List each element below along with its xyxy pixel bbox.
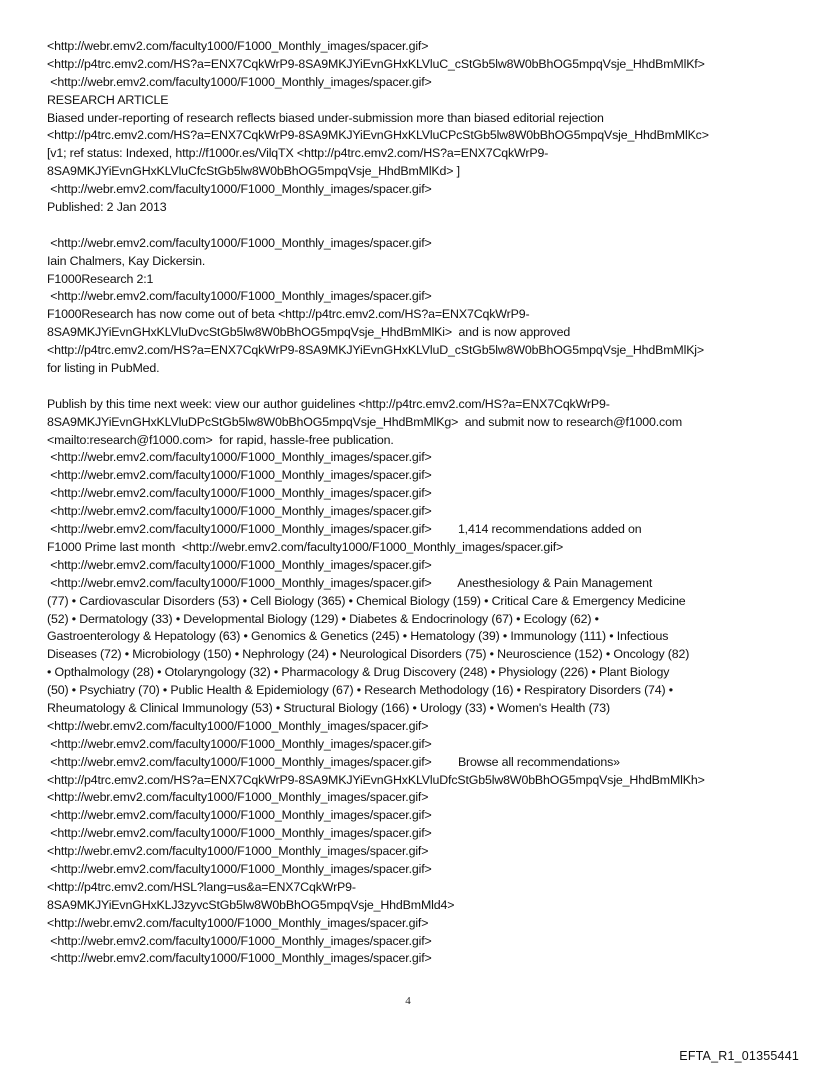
text-line: <http://webr.emv2.com/faculty1000/F1000_Monthly_images/spacer.gif> (47, 557, 432, 572)
text-line: <http://webr.emv2.com/faculty1000/F1000_Monthly_images/spacer.gif> (47, 486, 432, 501)
text-line: <http://webr.emv2.com/faculty1000/F1000_Monthly_images/spacer.gif> (47, 468, 432, 483)
text-line: <http://webr.emv2.com/faculty1000/F1000_Monthly_images/spacer.gif> (47, 39, 429, 53)
text-line: Publish by this time next week: view our author guidelines <http://p4trc.emv2.com/HS?a=ENX7CqkWrP9- (47, 396, 610, 411)
text-line: RESEARCH ARTICLE (47, 92, 169, 107)
text-line: <http://webr.emv2.com/faculty1000/F1000_Monthly_images/spacer.gif> (47, 861, 432, 876)
text-line: <mailto:research@f1000.com> for rapid, hassle-free publication. (47, 432, 394, 447)
text-line: Published: 2 Jan 2013 (47, 200, 167, 215)
text-line: <http://webr.emv2.com/faculty1000/F1000_Monthly_images/spacer.gif> (47, 790, 429, 805)
text-line: Biased under-reporting of research reflects biased under-submission more than biased editorial rejection (47, 110, 604, 125)
text-line: <http://webr.emv2.com/faculty1000/F1000_Monthly_images/spacer.gif> (47, 718, 429, 733)
text-line: F1000Research 2:1 (47, 271, 154, 286)
document-id: EFTA_R1_01355441 (679, 1049, 799, 1063)
text-line: (50) • Psychiatry (70) • Public Health & Epidemiology (67) • Research Methodology (16) • Respiratory Disorders (74) • (47, 683, 673, 698)
text-line: for listing in PubMed. (47, 361, 160, 376)
text-line: <http://webr.emv2.com/faculty1000/F1000_Monthly_images/spacer.gif> (47, 951, 432, 966)
text-line: <http://webr.emv2.com/faculty1000/F1000_Monthly_images/spacer.gif> (47, 933, 432, 948)
text-line: <http://webr.emv2.com/faculty1000/F1000_Monthly_images/spacer.gif> Browse all recommendations» (47, 754, 620, 769)
page-number: 4 (405, 995, 411, 1007)
text-line: <http://webr.emv2.com/faculty1000/F1000_Monthly_images/spacer.gif> (47, 826, 432, 841)
text-line: <http://webr.emv2.com/faculty1000/F1000_Monthly_images/spacer.gif> (47, 289, 432, 304)
text-line: <http://webr.emv2.com/faculty1000/F1000_Monthly_images/spacer.gif> (47, 808, 432, 823)
text-line: • Opthalmology (28) • Otolaryngology (32) • Pharmacology & Drug Discovery (248) • Physiology (226) • Plant Biology (47, 665, 670, 680)
text-line: <http://webr.emv2.com/faculty1000/F1000_Monthly_images/spacer.gif> (47, 736, 432, 751)
text-line: (52) • Dermatology (33) • Developmental Biology (129) • Diabetes & Endocrinology (67) • Ecology (62) • (47, 611, 599, 626)
text-line: (77) • Cardiovascular Disorders (53) • Cell Biology (365) • Chemical Biology (159) • Critical Care & Emergency Medicine (47, 593, 686, 608)
text-line: F1000 Prime last month <http://webr.emv2.com/faculty1000/F1000_Monthly_images/spacer.gif> (47, 539, 564, 554)
document-body (47, 38, 777, 968)
text-line: <http://webr.emv2.com/faculty1000/F1000_Monthly_images/spacer.gif> (47, 915, 429, 930)
text-line: <http://p4trc.emv2.com/HS?a=ENX7CqkWrP9-8SA9MKJYiEvnGHxKLVluD_cStGb5lw8W0bBhOG5mpqVsje_HhdBmMlKj> (47, 343, 704, 358)
text-line: <http://p4trc.emv2.com/HS?a=ENX7CqkWrP9-8SA9MKJYiEvnGHxKLVluCPcStGb5lw8W0bBhOG5mpqVsje_HhdBmMlKc> (47, 128, 709, 143)
text-line: Rheumatology & Clinical Immunology (53) • Structural Biology (166) • Urology (33) • Women's Health (73) (47, 700, 611, 715)
text-line: 8SA9MKJYiEvnGHxKLVluCfcStGb5lw8W0bBhOG5mpqVsje_HhdBmMlKd> ] (47, 164, 460, 179)
text-line: <http://p4trc.emv2.com/HSL?lang=us&a=ENX7CqkWrP9- (47, 879, 356, 894)
text-line: Gastroenterology & Hepatology (63) • Genomics & Genetics (245) • Hematology (39) • Immunology (111) • Infectious (47, 629, 669, 644)
text-line: <http://webr.emv2.com/faculty1000/F1000_Monthly_images/spacer.gif> Anesthesiology & Pain Management (47, 575, 653, 590)
text-line: 8SA9MKJYiEvnGHxKLJ3zyvcStGb5lw8W0bBhOG5mpqVsje_HhdBmMld4> (47, 897, 455, 912)
text-line: <http://p4trc.emv2.com/HS?a=ENX7CqkWrP9-8SA9MKJYiEvnGHxKLVluC_cStGb5lw8W0bBhOG5mpqVsje_HhdBmMlKf> (47, 56, 705, 71)
blank-line (47, 217, 777, 235)
blank-line (47, 378, 777, 396)
text-line: <http://webr.emv2.com/faculty1000/F1000_Monthly_images/spacer.gif> (47, 235, 432, 250)
text-line: <http://webr.emv2.com/faculty1000/F1000_Monthly_images/spacer.gif> (47, 182, 432, 197)
text-line: <http://webr.emv2.com/faculty1000/F1000_Monthly_images/spacer.gif> (47, 844, 429, 859)
text-line: Iain Chalmers, Kay Dickersin. (47, 253, 206, 268)
text-line: <http://webr.emv2.com/faculty1000/F1000_Monthly_images/spacer.gif> (47, 504, 432, 519)
text-line: F1000Research has now come out of beta <http://p4trc.emv2.com/HS?a=ENX7CqkWrP9- (47, 307, 530, 322)
text-line: <http://webr.emv2.com/faculty1000/F1000_Monthly_images/spacer.gif> (47, 450, 432, 465)
text-line: [v1; ref status: Indexed, http://f1000r.es/VilqTX <http://p4trc.emv2.com/HS?a=ENX7CqkWrP9- (47, 146, 549, 161)
text-line: <http://webr.emv2.com/faculty1000/F1000_Monthly_images/spacer.gif> (47, 74, 432, 89)
text-line: 8SA9MKJYiEvnGHxKLVluDPcStGb5lw8W0bBhOG5mpqVsje_HhdBmMlKg> and submit now to research@f1000.com (47, 414, 683, 429)
text-line: 8SA9MKJYiEvnGHxKLVluDvcStGb5lw8W0bBhOG5mpqVsje_HhdBmMlKi> and is now approved (47, 325, 571, 340)
text-line: <http://p4trc.emv2.com/HS?a=ENX7CqkWrP9-8SA9MKJYiEvnGHxKLVluDfcStGb5lw8W0bBhOG5mpqVsje_HhdBmMlKh> (47, 772, 705, 787)
text-line: <http://webr.emv2.com/faculty1000/F1000_Monthly_images/spacer.gif> 1,414 recommendations added on (47, 522, 642, 537)
text-line: Diseases (72) • Microbiology (150) • Nephrology (24) • Neurological Disorders (75) • Neuroscience (152) • Oncology (82) (47, 647, 690, 662)
